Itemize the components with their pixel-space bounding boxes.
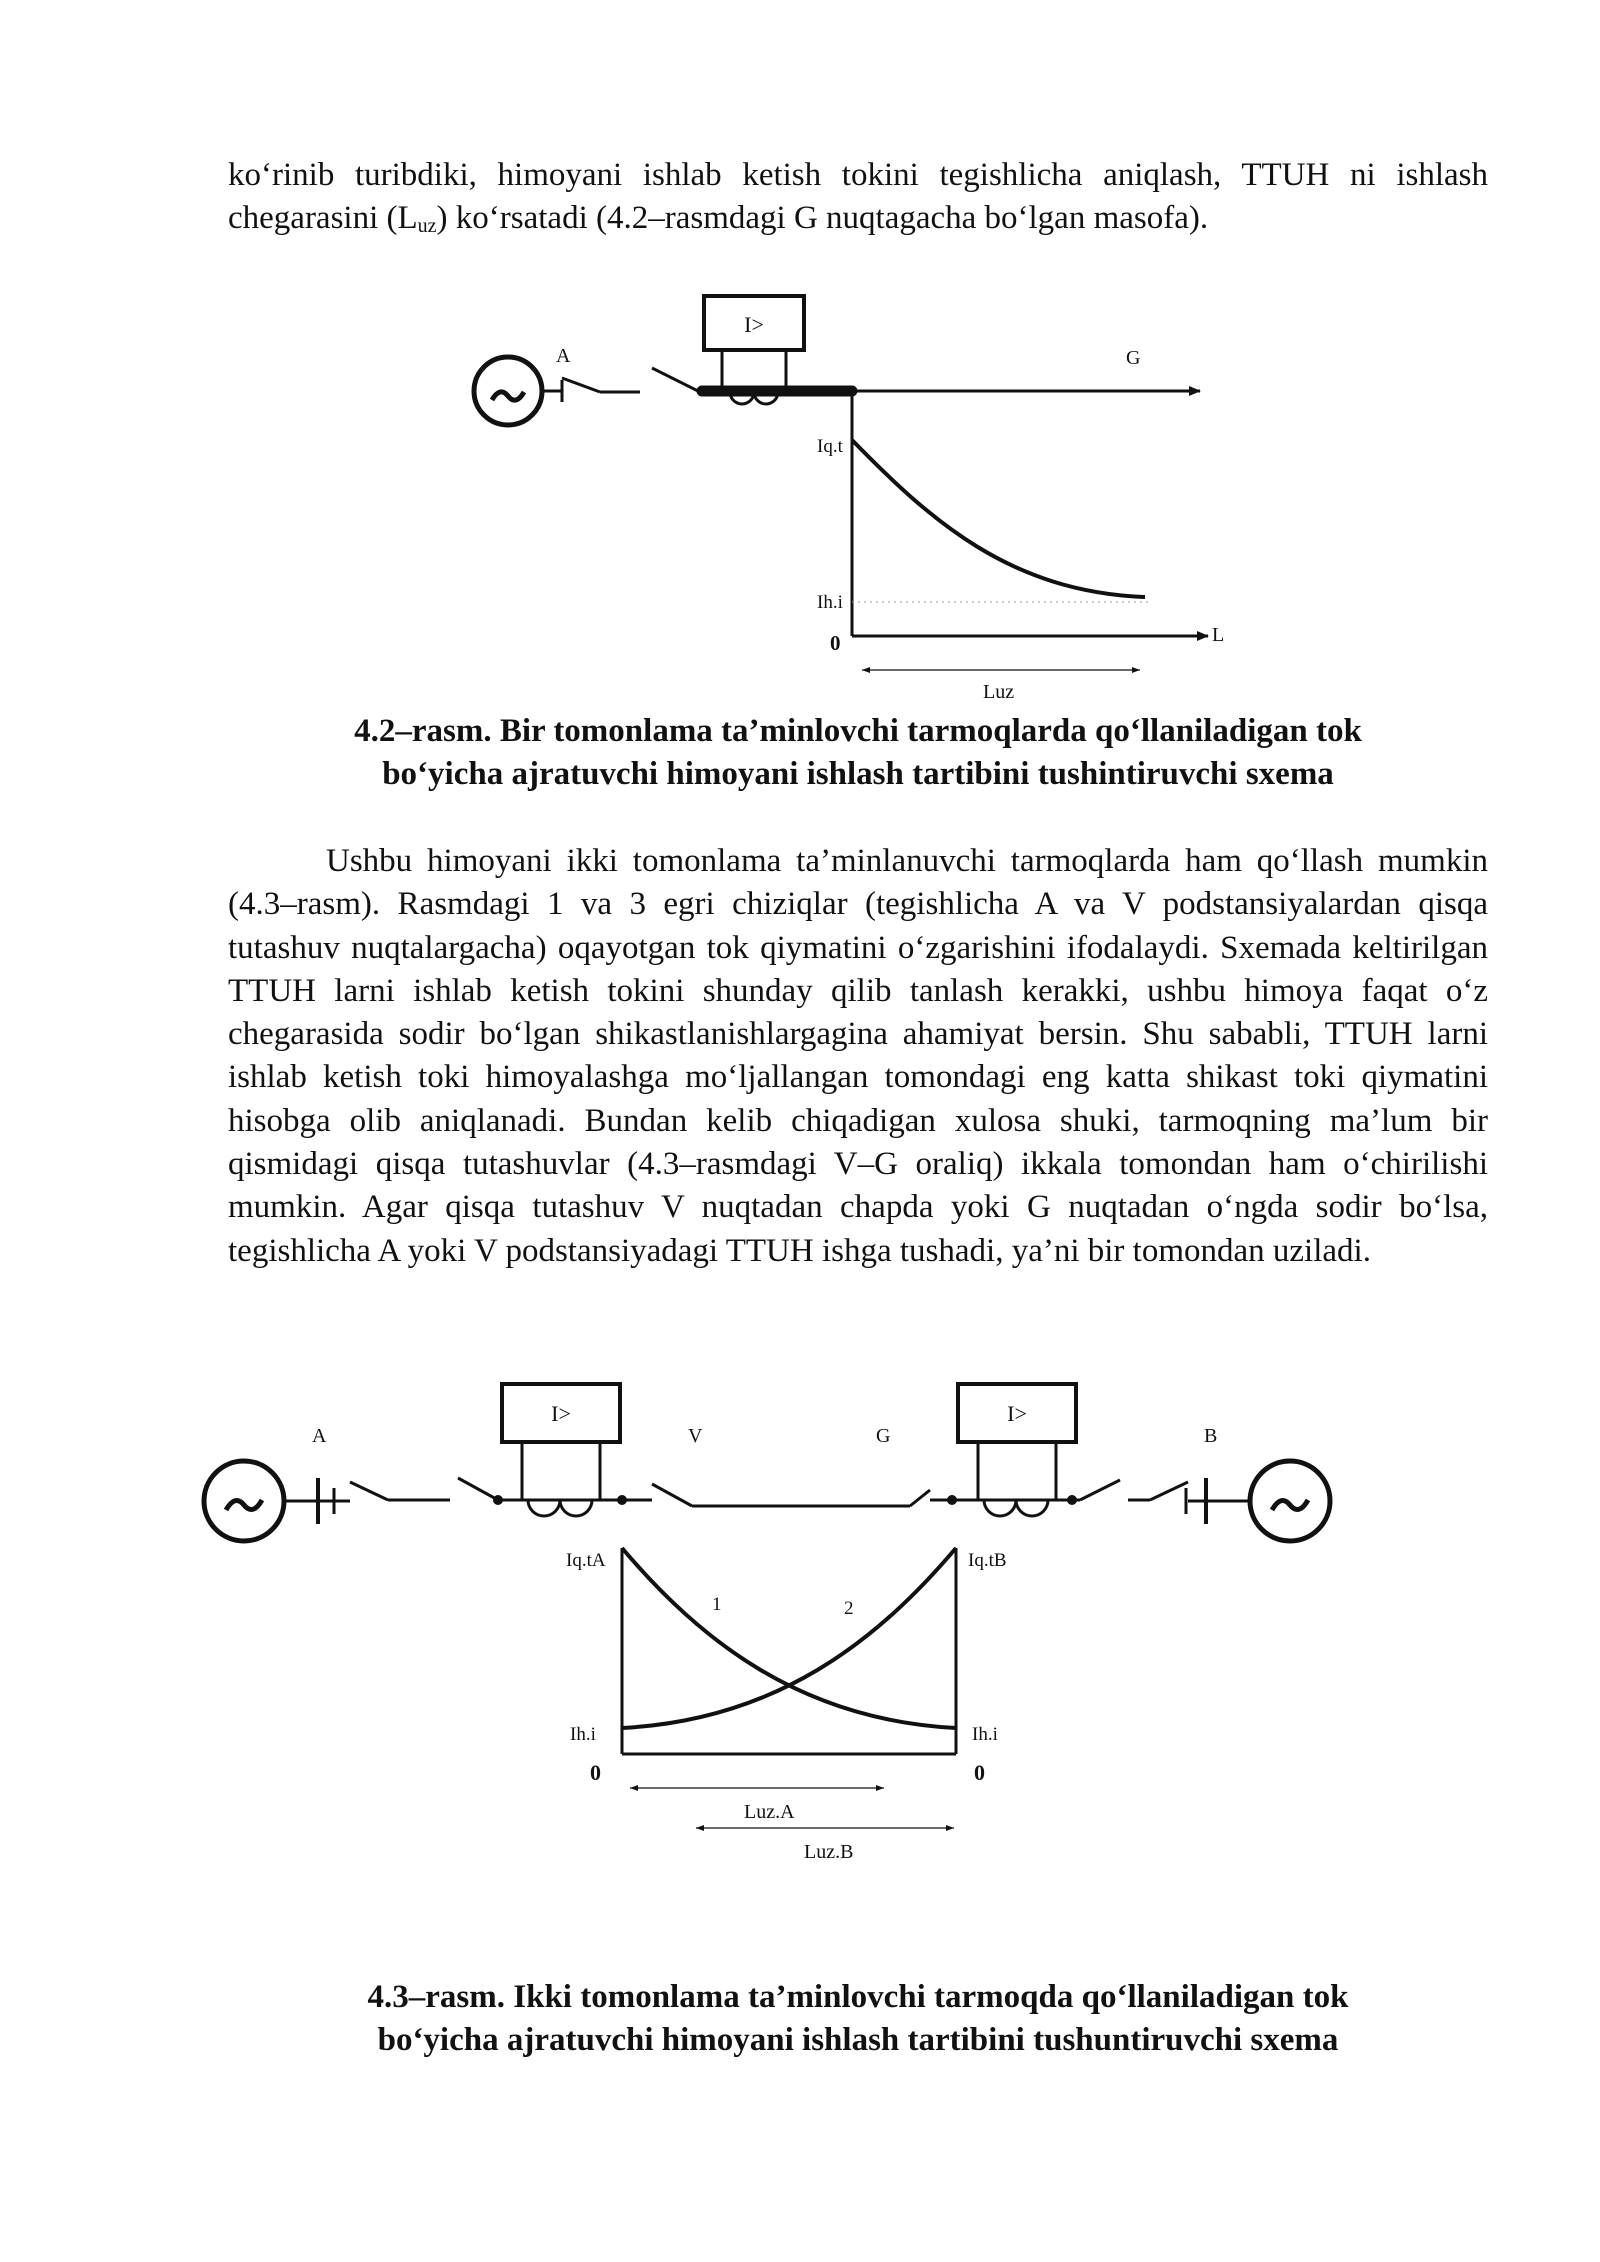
label-curve-1: 1 bbox=[712, 1594, 722, 1615]
relay-right-label: I> bbox=[1007, 1401, 1027, 1426]
breaker-left-icon bbox=[652, 1484, 692, 1506]
figure-4-3-caption bbox=[200, 1976, 1516, 2062]
figure-4-2-caption bbox=[200, 710, 1516, 796]
paragraph-intro-text-b: ) ko‘rsatadi (4.2–rasmdagi G nuqtagacha bo‘lgan masofa). bbox=[436, 200, 1209, 237]
label-zero-left: 0 bbox=[590, 1760, 601, 1785]
label-G: G bbox=[876, 1425, 891, 1447]
paragraph-intro-text-a: ko‘rinib turibdiki, himoyani ishlab ketish tokini tegishlicha aniqlash, TTUH ni ishlash chegarasini (L bbox=[228, 157, 1488, 237]
label-L: L bbox=[1212, 624, 1225, 646]
label-Ihi: Ih.i bbox=[817, 592, 843, 613]
generator-right-icon bbox=[1250, 1461, 1330, 1541]
label-zero: 0 bbox=[830, 631, 841, 655]
paragraph-body: Ushbu himoyani ikki tomonlama ta’minlanuvchi tarmoqlarda ham qo‘llash mumkin (4.3–rasm). Rasmdagi 1 va 3 egri chiziqlar (tegishlicha A va V podstansiyalardan qisqa tutashuv nuqtalargacha) oqayotgan tok qiymatini o‘zgarishini ifodalaydi. Sxemada keltirilgan TTUH larni ishlab ketish tokini shunday qilib tanlash kerakki, ushbu himoya faqat o‘z chegarasida sodir bo‘lgan shikastlanishlargagina ahamiyat bersin. Shu sababli, TTUH larni ishlab ketish toki himoyalashga mo‘ljallangan tomondagi eng katta shikast toki qiymatini hisobga olib aniqlanadi. Bundan kelib chiqadigan xulosa shuki, tarmoqning ma’lum bir qismidagi qisqa tutashuvlar (4.3–rasmdagi V–G oraliq) ikkala tomondan ham o‘chirilishi mumkin. Agar qisqa tutashuv V nuqtadan chapda yoki G nuqtadan o‘ngda sodir bo‘lsa, tegishlicha A yoki V podstansiyadagi TTUH ishga tushadi, ya’ni bir tomondan uziladi. bbox=[228, 843, 1488, 1269]
relay-left-label: I> bbox=[551, 1401, 571, 1426]
switch-right-icon bbox=[1080, 1480, 1188, 1500]
figure-4-2-caption-line2: bo‘yicha ajratuvchi himoyani ishlash tartibini tushintiruvchi sxema bbox=[382, 756, 1334, 792]
curve-1 bbox=[622, 1548, 956, 1728]
generator-left-icon bbox=[204, 1461, 284, 1541]
relay-left-box bbox=[502, 1384, 620, 1500]
paragraph-intro bbox=[228, 154, 1488, 249]
label-Ihi-right: Ih.i bbox=[972, 1724, 998, 1745]
relay-box bbox=[704, 296, 804, 392]
label-IqtB: Iq.tB bbox=[968, 1550, 1007, 1571]
label-A: A bbox=[556, 345, 571, 367]
curve-2 bbox=[622, 1548, 956, 1728]
fault-current-curve bbox=[852, 440, 1145, 597]
label-V: V bbox=[688, 1425, 703, 1447]
figure-4-3-caption-line1: 4.3–rasm. Ikki tomonlama ta’minlovchi tarmoqda qo‘llaniladigan tok bbox=[367, 1979, 1349, 2015]
paragraph-intro-subscript: uz bbox=[417, 215, 437, 238]
current-transformer-right-icon bbox=[984, 1500, 1048, 1516]
figure-4-2-caption-line1: 4.2–rasm. Bir tomonlama ta’minlovchi tarmoqlarda qo‘llaniladigan tok bbox=[354, 713, 1362, 749]
generator-icon bbox=[474, 357, 542, 425]
relay-right-box bbox=[958, 1384, 1076, 1500]
label-zero-right: 0 bbox=[974, 1760, 985, 1785]
figure-4-3-caption-line2: bo‘yicha ajratuvchi himoyani ishlash tartibini tushuntiruvchi sxema bbox=[377, 2022, 1339, 2058]
current-transformer-left-icon bbox=[528, 1500, 592, 1516]
label-G: G bbox=[1126, 347, 1141, 369]
relay-label: I> bbox=[744, 312, 764, 337]
label-curve-2: 2 bbox=[844, 1598, 854, 1619]
breaker-icon bbox=[652, 368, 700, 392]
figure-4-3-diagram bbox=[0, 1370, 1600, 1870]
label-Ihi-left: Ih.i bbox=[570, 1724, 596, 1745]
label-IqtA: Iq.tA bbox=[566, 1550, 606, 1571]
label-A: A bbox=[312, 1425, 327, 1447]
label-LuzB: Luz.B bbox=[804, 1841, 854, 1863]
switch-icon bbox=[562, 378, 640, 392]
figure-4-2-diagram bbox=[0, 280, 1600, 700]
label-LuzA: Luz.A bbox=[744, 1801, 795, 1823]
switch-left-icon bbox=[350, 1478, 498, 1500]
label-B: B bbox=[1204, 1425, 1218, 1447]
breaker-right-icon bbox=[910, 1490, 930, 1506]
label-Luz: Luz bbox=[983, 681, 1015, 700]
label-Iqt: Iq.t bbox=[817, 436, 843, 457]
